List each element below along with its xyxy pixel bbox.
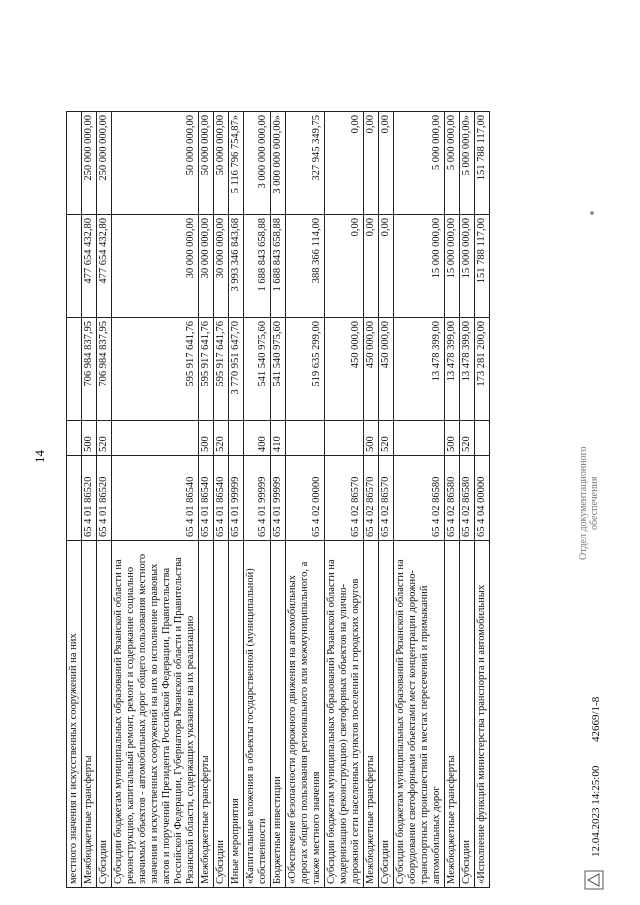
row-code bbox=[67, 456, 82, 541]
table-row bbox=[364, 112, 379, 888]
row-amount-2023: 13 478 399,00 bbox=[445, 318, 460, 421]
table-row bbox=[271, 112, 286, 888]
row-name: Субсидии бюджетам муниципальных образований Рязанской области на модернизацию (реконструкцию) светофорных объектов на улично-дорожной сети населенных пунктов поселений и городских округов bbox=[325, 541, 364, 888]
row-amount-2025: 50 000 000,00 bbox=[112, 112, 199, 215]
row-code: 65 4 01 86540 bbox=[214, 456, 229, 541]
row-code: 65 4 02 86580 bbox=[445, 456, 460, 541]
row-amount-2024: 0,00 bbox=[325, 215, 364, 318]
row-code: 65 4 02 86570 bbox=[325, 456, 364, 541]
row-amount-2025: 5 000 000,00 bbox=[394, 112, 445, 215]
row-expense-type: 410 bbox=[271, 421, 286, 456]
budget-table bbox=[66, 111, 490, 888]
row-code: 65 4 02 86580 bbox=[460, 456, 475, 541]
row-expense-type: 500 bbox=[82, 421, 97, 456]
row-code: 65 4 01 86520 bbox=[82, 456, 97, 541]
row-code: 65 4 01 86540 bbox=[199, 456, 214, 541]
table-row bbox=[97, 112, 112, 888]
row-expense-type: 520 bbox=[379, 421, 394, 456]
row-amount-2023: 541 540 975,60 bbox=[244, 318, 271, 421]
row-amount-2025: 3 000 000 000,00 bbox=[244, 112, 271, 215]
row-name: Субсидии bbox=[97, 541, 112, 888]
row-name: «Капитальные вложения в объекты государственной (муниципальной) собственности bbox=[244, 541, 271, 888]
row-amount-2023: 706 984 837,95 bbox=[97, 318, 112, 421]
row-amount-2025: 250 000 000,00 bbox=[82, 112, 97, 215]
row-amount-2023: 541 540 975,60 bbox=[271, 318, 286, 421]
row-expense-type: 500 bbox=[364, 421, 379, 456]
row-name: Субсидии бюджетам муниципальных образований Рязанской области на оборудование светофорными объектами мест концентрации дорожно-транспортных происшествий в местах пересечений и примыканий автомобильных дорог bbox=[394, 541, 445, 888]
row-name: местного значения и искусственных сооружений на них bbox=[67, 541, 82, 888]
row-amount-2025: 0,00 bbox=[325, 112, 364, 215]
table-row bbox=[214, 112, 229, 888]
row-amount-2024: 477 654 432,80 bbox=[82, 215, 97, 318]
row-amount-2024: 1 688 843 658,88 bbox=[244, 215, 271, 318]
row-amount-2025: 327 945 349,75 bbox=[286, 112, 325, 215]
row-code: 65 4 02 86580 bbox=[394, 456, 445, 541]
footer-date: 12.04.2023 14:25:00 bbox=[590, 765, 602, 857]
row-amount-2024: 30 000 000,00 bbox=[199, 215, 214, 318]
department-stamp bbox=[578, 447, 600, 560]
row-name: Межбюджетные трансферты bbox=[82, 541, 97, 888]
table-row bbox=[82, 112, 97, 888]
row-name: Межбюджетные трансферты bbox=[445, 541, 460, 888]
table-row bbox=[445, 112, 460, 888]
row-code: 65 4 04 00000 bbox=[475, 456, 490, 541]
row-expense-type: 500 bbox=[199, 421, 214, 456]
row-code: 65 4 01 99999 bbox=[271, 456, 286, 541]
row-amount-2025: 5 000 000,00» bbox=[460, 112, 475, 215]
row-expense-type bbox=[67, 421, 82, 456]
scan-dot bbox=[590, 211, 594, 215]
row-amount-2025 bbox=[67, 112, 82, 215]
row-expense-type: 520 bbox=[97, 421, 112, 456]
row-expense-type: 400 bbox=[244, 421, 271, 456]
row-expense-type bbox=[475, 421, 490, 456]
row-name: Бюджетные инвестиции bbox=[271, 541, 286, 888]
row-amount-2025: 50 000 000,00 bbox=[214, 112, 229, 215]
table-row bbox=[286, 112, 325, 888]
row-amount-2025: 5 000 000,00 bbox=[445, 112, 460, 215]
row-amount-2024: 30 000 000,00 bbox=[112, 215, 199, 318]
row-expense-type bbox=[112, 421, 199, 456]
row-amount-2024: 15 000 000,00 bbox=[394, 215, 445, 318]
table-row bbox=[379, 112, 394, 888]
row-name: Субсидии бюджетам муниципальных образований Рязанской области на реконструкцию, капитальный ремонт, ремонт и содержание социально значимых объектов - автомобильных дорог общего пользования местного значения и искусственных сооружений на них во исполнение правовых актов и поручений Президента Российской Федерации, Правительства Российской Федерации, Губернатора Рязанской области и Правительства Рязанской области, содержащих указание на их реализацию bbox=[112, 541, 199, 888]
row-amount-2024: 0,00 bbox=[364, 215, 379, 318]
table-row bbox=[325, 112, 364, 888]
row-name: Межбюджетные трансферты bbox=[199, 541, 214, 888]
row-amount-2024: 0,00 bbox=[379, 215, 394, 318]
row-code: 65 4 02 86570 bbox=[364, 456, 379, 541]
row-amount-2024: 15 000 000,00 bbox=[460, 215, 475, 318]
footer-doc-number: 42669/1-8 bbox=[590, 696, 602, 742]
row-code: 65 4 01 99999 bbox=[244, 456, 271, 541]
table-row bbox=[244, 112, 271, 888]
table-row bbox=[67, 112, 82, 888]
row-expense-type bbox=[325, 421, 364, 456]
row-amount-2023: 173 281 200,00 bbox=[475, 318, 490, 421]
document-logo bbox=[583, 869, 605, 891]
stamp-line-1: Отдел документационного bbox=[578, 446, 589, 560]
row-amount-2024: 151 788 117,00 bbox=[475, 215, 490, 318]
row-amount-2024: 388 366 114,00 bbox=[286, 215, 325, 318]
table-row bbox=[475, 112, 490, 888]
row-code: 65 4 01 86540 bbox=[112, 456, 199, 541]
table-row bbox=[229, 112, 244, 888]
row-amount-2025: 5 116 796 754,87» bbox=[229, 112, 244, 215]
row-code: 65 4 01 99999 bbox=[229, 456, 244, 541]
row-name: Иные мероприятия bbox=[229, 541, 244, 888]
row-amount-2023: 450 000,00 bbox=[379, 318, 394, 421]
row-amount-2023 bbox=[67, 318, 82, 421]
row-name: Межбюджетные трансферты bbox=[364, 541, 379, 888]
row-name: Субсидии bbox=[379, 541, 394, 888]
row-amount-2023: 595 917 641,76 bbox=[214, 318, 229, 421]
row-amount-2023: 519 635 299,00 bbox=[286, 318, 325, 421]
table-row bbox=[460, 112, 475, 888]
row-expense-type: 520 bbox=[214, 421, 229, 456]
row-amount-2024: 3 993 346 843,68 bbox=[229, 215, 244, 318]
row-name: Субсидии bbox=[460, 541, 475, 888]
row-amount-2024: 15 000 000,00 bbox=[445, 215, 460, 318]
stamp-line-2: обеспечения bbox=[589, 476, 600, 530]
row-code: 65 4 02 00000 bbox=[286, 456, 325, 541]
row-amount-2025: 151 788 117,00 bbox=[475, 112, 490, 215]
row-expense-type bbox=[394, 421, 445, 456]
table-row bbox=[199, 112, 214, 888]
row-amount-2023: 450 000,00 bbox=[325, 318, 364, 421]
row-amount-2023: 595 917 641,76 bbox=[112, 318, 199, 421]
row-amount-2025: 0,00 bbox=[379, 112, 394, 215]
row-amount-2023: 3 770 951 647,70 bbox=[229, 318, 244, 421]
row-amount-2023: 450 000,00 bbox=[364, 318, 379, 421]
row-amount-2024: 477 654 432,80 bbox=[97, 215, 112, 318]
row-amount-2023: 13 478 399,00 bbox=[394, 318, 445, 421]
row-expense-type bbox=[229, 421, 244, 456]
row-expense-type: 520 bbox=[460, 421, 475, 456]
row-code: 65 4 02 86570 bbox=[379, 456, 394, 541]
row-code: 65 4 01 86520 bbox=[97, 456, 112, 541]
row-name: «Обеспечение безопасности дорожного движения на автомобильных дорогах общего пользования регионального или межмуниципального, а также местного значения bbox=[286, 541, 325, 888]
row-amount-2023: 13 478 399,00 bbox=[460, 318, 475, 421]
row-amount-2024 bbox=[67, 215, 82, 318]
row-name: «Исполнение функций министерства транспорта и автомобильных bbox=[475, 541, 490, 888]
row-amount-2025: 50 000 000,00 bbox=[199, 112, 214, 215]
row-amount-2025: 3 000 000 000,00» bbox=[271, 112, 286, 215]
row-amount-2024: 1 688 843 658,88 bbox=[271, 215, 286, 318]
row-amount-2023: 595 917 641,76 bbox=[199, 318, 214, 421]
page-number: 14 bbox=[32, 450, 47, 463]
row-amount-2023: 706 984 837,95 bbox=[82, 318, 97, 421]
row-amount-2025: 0,00 bbox=[364, 112, 379, 215]
row-name: Субсидии bbox=[214, 541, 229, 888]
row-amount-2024: 30 000 000,00 bbox=[214, 215, 229, 318]
row-amount-2025: 250 000 000,00 bbox=[97, 112, 112, 215]
table-row bbox=[394, 112, 445, 888]
row-expense-type bbox=[286, 421, 325, 456]
table-row bbox=[112, 112, 199, 888]
row-expense-type: 500 bbox=[445, 421, 460, 456]
